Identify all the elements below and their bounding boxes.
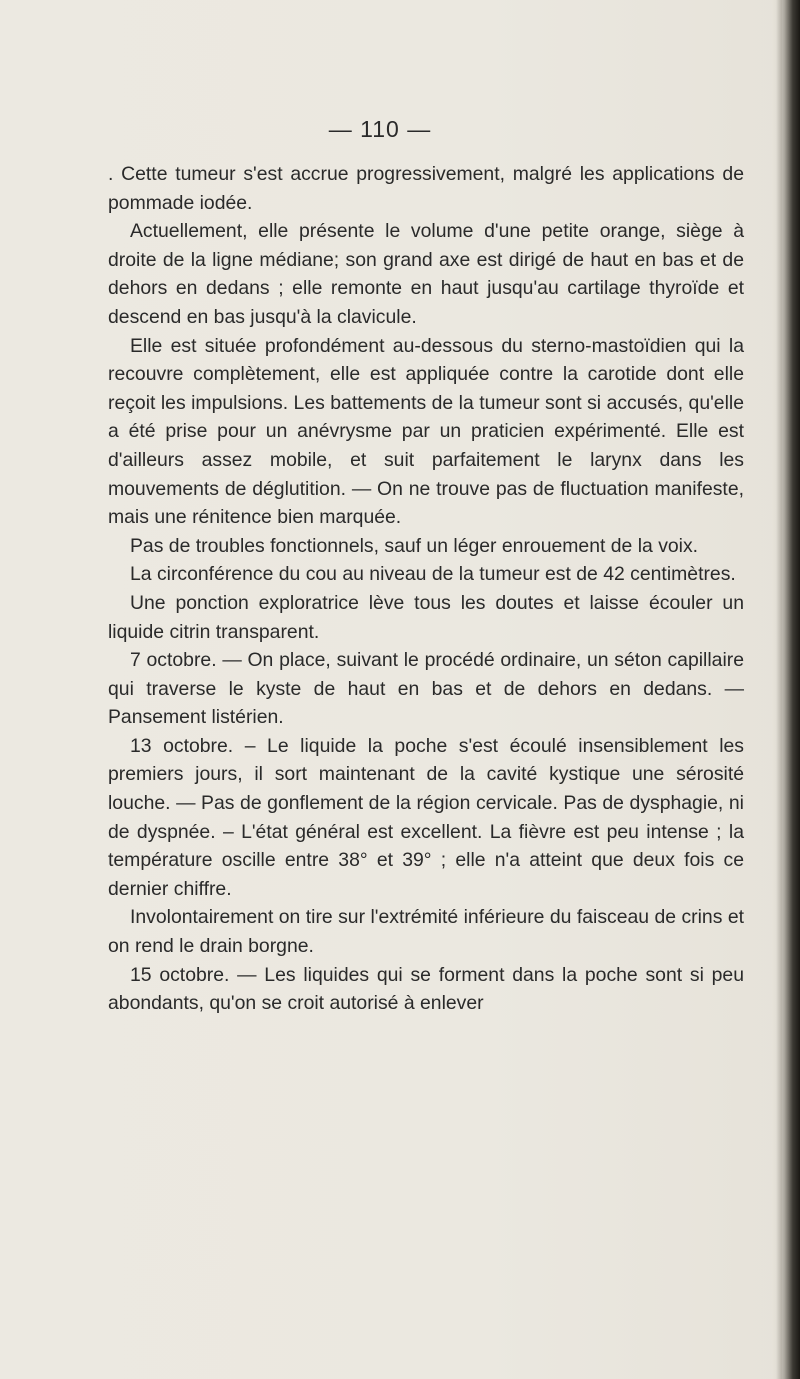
paragraph-3: Elle est située profondément au-dessous du sterno-mastoïdien qui la recouvre complètement, elle est appliquée contre la carotide dont elle reçoit les impulsions. Les battements de la tumeur sont si accusés, qu'elle a été prise pour un anévrysme par un praticien expérimenté. Elle est d'ailleurs assez mobile, et suit parfaitement le larynx dans les mouvements de déglutition. — On ne trouve pas de fluctuation manifeste, mais une rénitence bien marquée. <box>108 334 744 529</box>
paragraph-9: Involontairement on tire sur l'extrémité inférieure du faisceau de crins et on rend le drain borgne. <box>108 906 744 958</box>
page-edge-shadow <box>776 0 800 1379</box>
paragraph-2: Actuellement, elle présente le volume d'une petite orange, siège à droite de la ligne médiane; son grand axe est dirigé de haut en bas et de dehors en dedans ; elle remonte en haut jusqu'au cartilage thyroïde et descend en bas jusqu'à la clavicule. <box>108 220 744 328</box>
paragraph-5: La circonférence du cou au niveau de la tumeur est de 42 centimètres. <box>130 563 736 586</box>
paragraph-1: . Cette tumeur s'est accrue progressivement, malgré les applications de pommade iodée. <box>108 163 744 214</box>
paragraph-6: Une ponction exploratrice lève tous les doutes et laisse écouler un liquide citrin transparent. <box>108 591 744 643</box>
body-text <box>108 160 744 1018</box>
paragraph-4: Pas de troubles fonctionnels, sauf un léger enrouement de la voix. <box>130 534 699 557</box>
page-number-header: — 110 — <box>328 116 432 142</box>
paragraph-10: 15 octobre. — Les liquides qui se forment dans la poche sont si peu abondants, qu'on se croit autorisé à enlever <box>108 963 744 1015</box>
paragraph-7: 7 octobre. — On place, suivant le procédé ordinaire, un séton capillaire qui traverse le kyste de haut en bas et de dehors en dedans. — Pansement listérien. <box>108 649 744 729</box>
paragraph-8: 13 octobre. – Le liquide la poche s'est écoulé insensiblement les premiers jours, il sort maintenant de la cavité kystique une sérosité louche. — Pas de gonflement de la région cervicale. Pas de dysphagie, ni de dyspnée. – L'état général est excellent. La fièvre est peu intense ; la température oscille entre 38° et 39° ; elle n'a atteint que deux fois ce dernier chiffre. <box>108 734 744 900</box>
